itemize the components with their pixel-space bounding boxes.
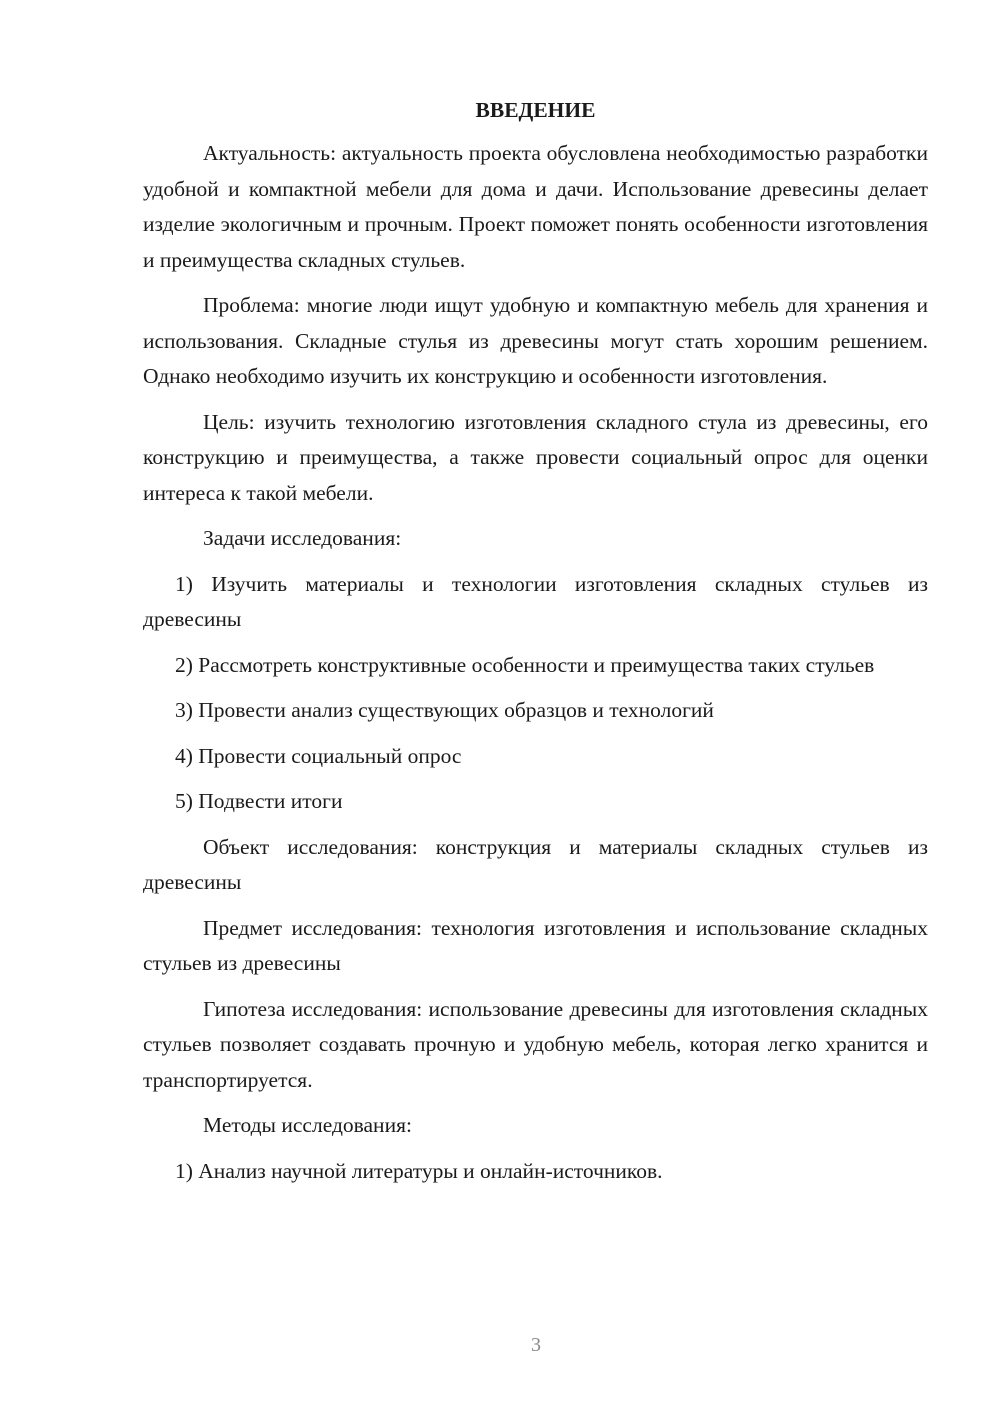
- page-content: [143, 94, 928, 1199]
- object-paragraph: Объект исследования: конструкция и материалы складных стульев из древесины: [143, 834, 928, 894]
- task-item: 5) Подвести итоги: [175, 789, 343, 813]
- section-heading: ВВЕДЕНИЕ: [475, 98, 596, 122]
- task-item: 3) Провести анализ существующих образцов и технологий: [175, 698, 714, 722]
- page-number: 3: [531, 1334, 541, 1356]
- tasks-title: Задачи исследования:: [203, 526, 402, 550]
- methods-title: Методы исследования:: [203, 1113, 412, 1137]
- task-item: 1) Изучить материалы и технологии изготовления складных стульев из древесины: [143, 571, 928, 631]
- method-item: 1) Анализ научной литературы и онлайн-источников.: [175, 1158, 663, 1183]
- hypothesis-paragraph: Гипотеза исследования: использование древесины для изготовления складных стульев позволяет создавать прочную и удобную мебель, которая легко хранится и транспортируется.: [143, 996, 928, 1092]
- goal-paragraph: Цель: изучить технологию изготовления складного стула из древесины, его конструкцию и преимущества, а также провести социальный опрос для оценки интереса к такой мебели.: [143, 409, 928, 505]
- task-item: 4) Провести социальный опрос: [175, 743, 462, 768]
- relevance-paragraph: Актуальность: актуальность проекта обусловлена необходимостью разработки удобной и компактной мебели для дома и дачи. Использование древесины делает изделие экологичным и прочным. Проект поможет понять особенности изготовления и преимущества складных стульев.: [143, 141, 928, 272]
- problem-paragraph: Проблема: многие люди ищут удобную и компактную мебель для хранения и использования. Складные стулья из древесины могут стать хорошим решением. Однако необходимо изучить их конструкцию и особенности изготовления.: [143, 293, 928, 388]
- subject-paragraph: Предмет исследования: технология изготовления и использование складных стульев из древесины: [143, 915, 928, 975]
- task-item: 2) Рассмотреть конструктивные особенности и преимущества таких стульев: [175, 652, 875, 677]
